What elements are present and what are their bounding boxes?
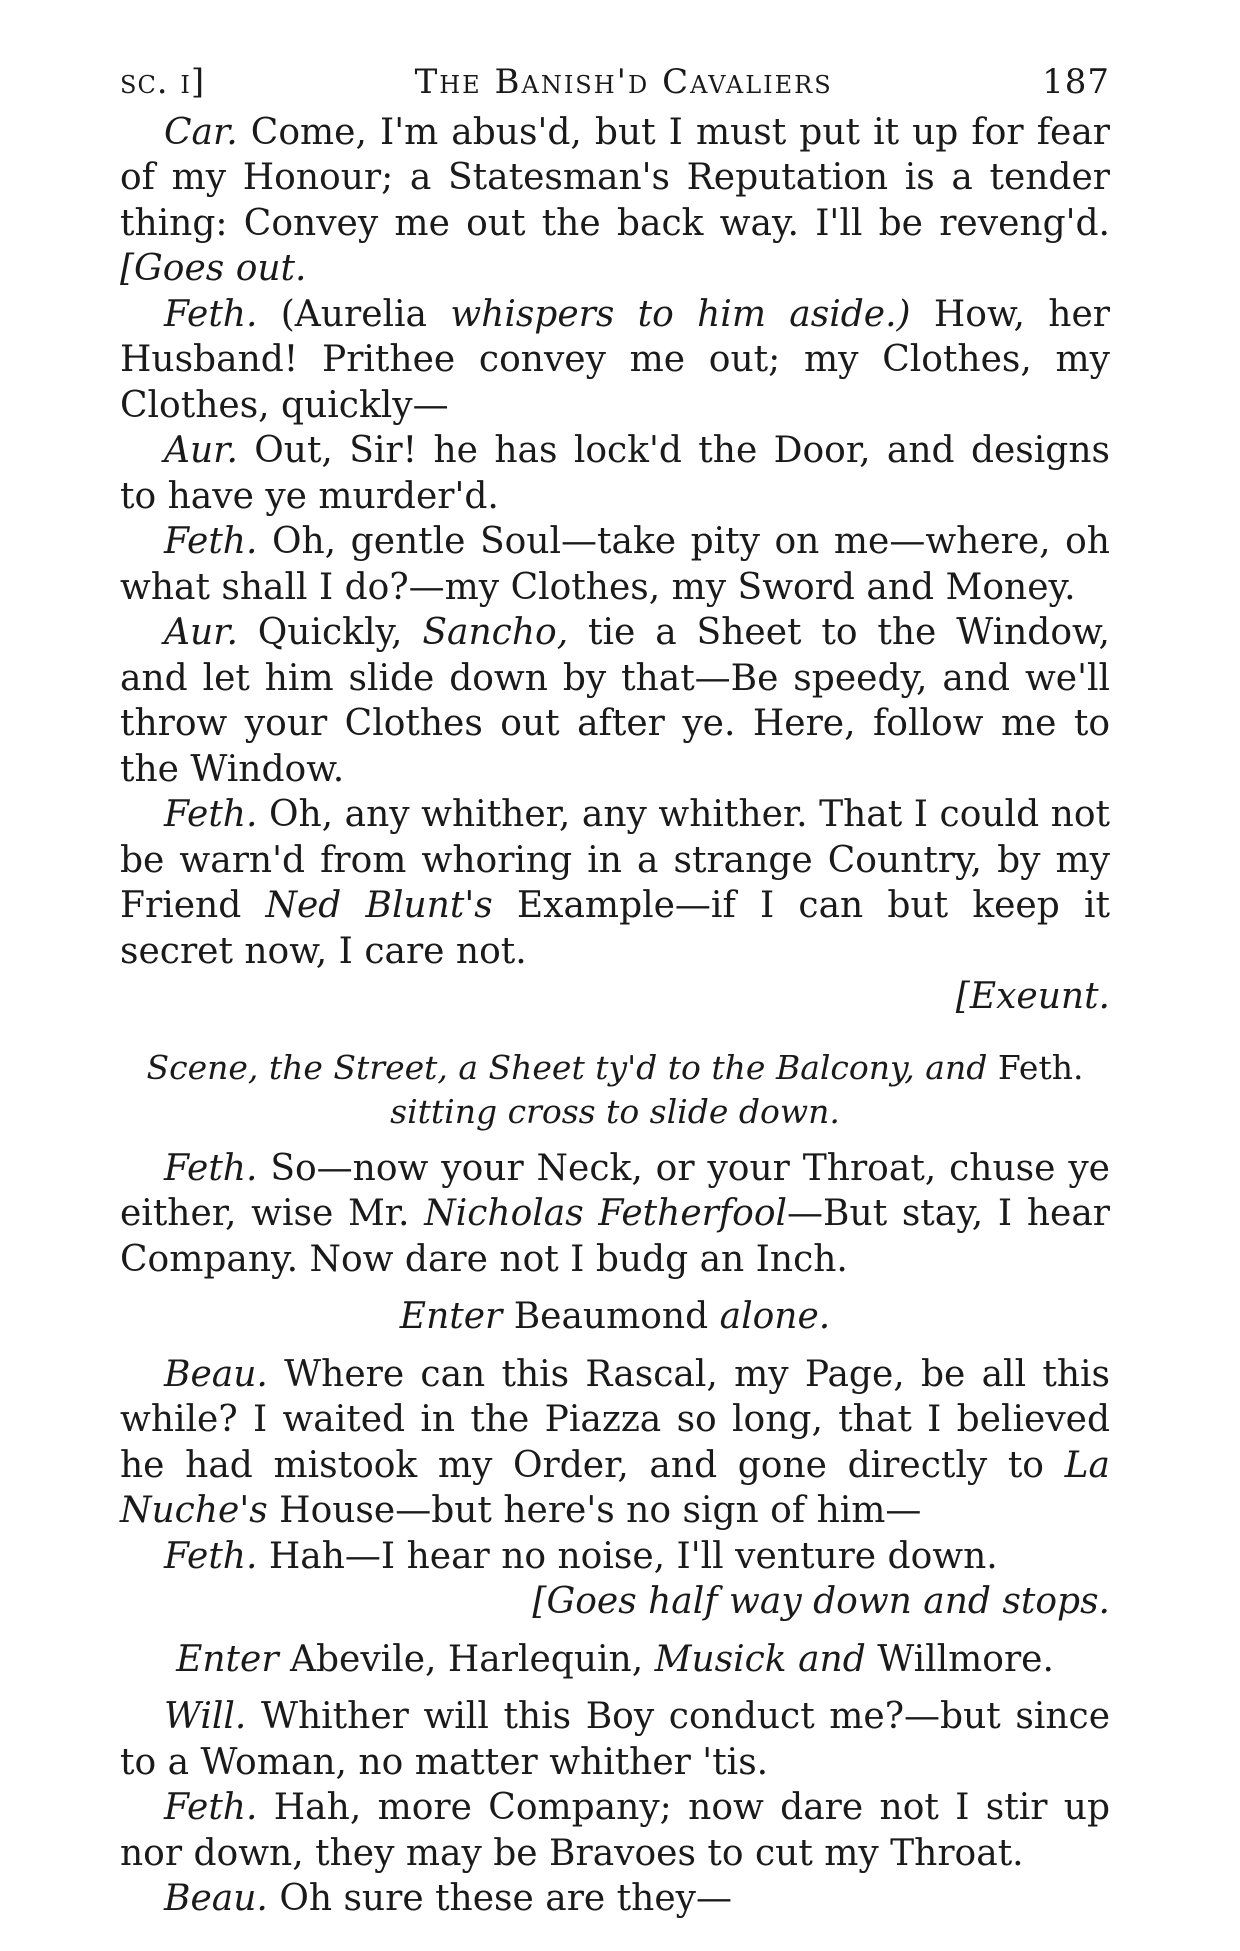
speaker-name: Feth.	[164, 1535, 258, 1577]
stage-direction-name: (Aurelia	[280, 293, 427, 335]
speech-text: Oh sure these are they—	[279, 1878, 732, 1919]
speaker-name: Feth.	[164, 1147, 258, 1189]
book-page	[120, 60, 1110, 1922]
speech-text: Example—if I can but keep it secret now, I care not.	[120, 885, 1110, 972]
entrance-direction	[120, 1294, 1110, 1340]
speaker-name: Feth.	[164, 521, 258, 562]
character-name: Feth.	[997, 1047, 1084, 1087]
speech-beaumond	[120, 1352, 1110, 1534]
stage-direction: whispers to him aside.)	[450, 293, 911, 335]
speech-fetherfool	[120, 292, 1110, 429]
speech-text: House—but here's no sign of him—	[279, 1490, 922, 1531]
scene-text: Scene, the Street, a Sheet ty'd to the Balcony, and	[146, 1047, 988, 1087]
speaker-name: Beau.	[164, 1353, 268, 1395]
stage-direction: Enter	[176, 1638, 279, 1680]
speech-aurelia	[120, 428, 1110, 519]
stage-direction: [Goes half way down and stops.	[532, 1581, 1110, 1622]
character-names: Abevile, Harlequin,	[289, 1638, 644, 1680]
speech-text: Come, I'm abus'd, but I must put it up for fear of my Honour; a Statesman's Reputation is a tender thing: Convey me out the back way. I'll be reveng'd.	[120, 111, 1110, 244]
speech-text: Oh, gentle Soul—take pity on me—where, oh what shall I do?—my Clothes, my Sword and Money.	[120, 521, 1110, 608]
character-name: Nicholas Fetherfool	[424, 1193, 788, 1234]
exit-direction	[120, 974, 1110, 1020]
section-label: sc. i]	[120, 62, 206, 102]
speech-carlo	[120, 110, 1110, 292]
speech-text: Oh, any whither, any whither. That I could not be warn'd from whoring in a strange Country, by my Friend	[120, 794, 1110, 926]
speech-text: Hah—I hear no noise, I'll venture down.	[268, 1535, 998, 1577]
page-number: 187	[1042, 62, 1110, 102]
speaker-name: Will.	[164, 1696, 247, 1737]
speech-aurelia	[120, 610, 1110, 792]
stage-direction: Musick and	[654, 1638, 866, 1680]
entrance-direction	[120, 1637, 1110, 1683]
character-name: Ned Blunt's	[265, 885, 493, 926]
speech-fetherfool	[120, 1785, 1110, 1876]
speech-text: —But stay, I hear Company. Now dare not I budg an Inch.	[120, 1193, 1110, 1280]
speaker-name: Feth.	[164, 293, 258, 335]
speech-text: Out, Sir! he has lock'd the Door, and designs to have ye murder'd.	[120, 430, 1110, 517]
character-name: Willmore.	[877, 1638, 1054, 1680]
stage-direction: [Goes out.	[120, 248, 307, 289]
speech-text: Hah, more Company; now dare not I stir up nor down, they may be Bravoes to cut my Throat.	[120, 1787, 1110, 1874]
stage-direction: [Exeunt.	[955, 976, 1110, 1017]
speaker-name: Car.	[164, 111, 238, 153]
speech-text: Quickly,	[257, 612, 403, 653]
speaker-name: Feth.	[164, 1787, 258, 1828]
speech-text: tie a Sheet to the Window, and let him slide down by that—Be speedy, and we'll throw your Clothes out after ye. Here, follow me to the Window.	[120, 612, 1110, 790]
stage-direction: Enter	[399, 1296, 503, 1337]
running-header	[120, 60, 1110, 106]
scene-heading	[120, 1046, 1110, 1134]
character-name: Beaumond	[513, 1296, 709, 1337]
spacer	[120, 1020, 1110, 1034]
speaker-name: Aur.	[164, 430, 238, 471]
speech-text: Where can this Rascal, my Page, be all this while? I waited in the Piazza so long, that I believed he had mistook my Order, and gone directly to	[120, 1353, 1110, 1486]
speaker-name: Feth.	[164, 794, 258, 835]
speaker-name: Aur.	[164, 612, 238, 653]
running-title: The Banish'd Cavaliers	[414, 62, 833, 102]
character-name: Sancho,	[422, 612, 569, 653]
speech-fetherfool	[120, 792, 1110, 974]
character-name: La Nuche's	[120, 1444, 1110, 1531]
speech-beaumond	[120, 1876, 1110, 1922]
stage-direction: alone.	[719, 1296, 831, 1337]
speech-fetherfool	[120, 519, 1110, 610]
speech-fetherfool	[120, 1534, 1110, 1580]
speech-willmore	[120, 1694, 1110, 1785]
movement-direction	[120, 1579, 1110, 1625]
speech-text: Whither will this Boy conduct me?—but since to a Woman, no matter whither 'tis.	[120, 1696, 1110, 1783]
speaker-name: Beau.	[164, 1878, 268, 1919]
speech-text: So—now your Neck, or your Throat, chuse ye either, wise Mr.	[120, 1147, 1110, 1234]
speech-fetherfool	[120, 1146, 1110, 1283]
scene-text: sitting cross to slide down.	[390, 1091, 840, 1131]
speech-text: How, her Husband! Prithee convey me out; my Clothes, my Clothes, quickly—	[120, 293, 1110, 426]
